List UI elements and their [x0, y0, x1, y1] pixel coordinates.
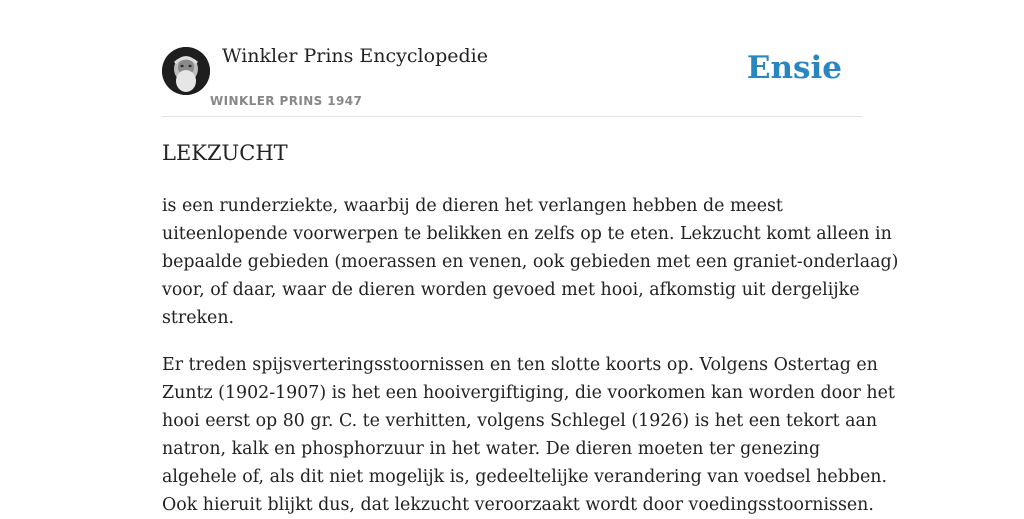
text-line: natron, kalk en phosphorzuur in het water. De dieren moeten ter genezing: [162, 439, 821, 459]
text-line: Ook hieruit blijkt dus, dat lekzucht veroorzaakt wordt door voedingsstoornissen.: [162, 495, 874, 515]
page: [162, 0, 899, 515]
text-line: is een runderziekte, waarbij de dieren het verlangen hebben de meest: [162, 196, 783, 216]
text-line: Zuntz (1902-1907) is het een hooivergiftiging, die voorkomen kan worden door het: [162, 383, 895, 403]
author-avatar[interactable]: [162, 47, 210, 95]
entry-title: LEKZUCHT: [162, 141, 288, 165]
text-line: algehele of, als dit niet mogelijk is, gedeeltelijke verandering van voedsel hebben.: [162, 467, 887, 487]
source-label: WINKLER PRINS 1947: [210, 94, 363, 108]
paragraph: [162, 192, 899, 332]
text-line: voor, of daar, waar de dieren worden gevoed met hooi, afkomstig uit dergelijke: [162, 280, 860, 300]
header: [162, 0, 862, 117]
paragraph: [162, 351, 895, 519]
portrait-image: [162, 47, 210, 95]
text-line: Er treden spijsverteringsstoornissen en ten slotte koorts op. Volgens Ostertag en: [162, 355, 878, 375]
text-line: bepaalde gebieden (moerassen en venen, ook gebieden met een graniet-onderlaag): [162, 252, 899, 272]
entry-body: [162, 192, 899, 519]
text-line: uiteenlopende voorwerpen te belikken en zelfs op te eten. Lekzucht komt alleen in: [162, 224, 892, 244]
text-line: streken.: [162, 308, 235, 328]
brand-logo-link[interactable]: Ensie: [746, 50, 842, 86]
site-title-link[interactable]: Winkler Prins Encyclopedie: [222, 45, 488, 67]
text-line: hooi eerst op 80 gr. C. te verhitten, volgens Schlegel (1926) is het een tekort aan: [162, 411, 878, 431]
